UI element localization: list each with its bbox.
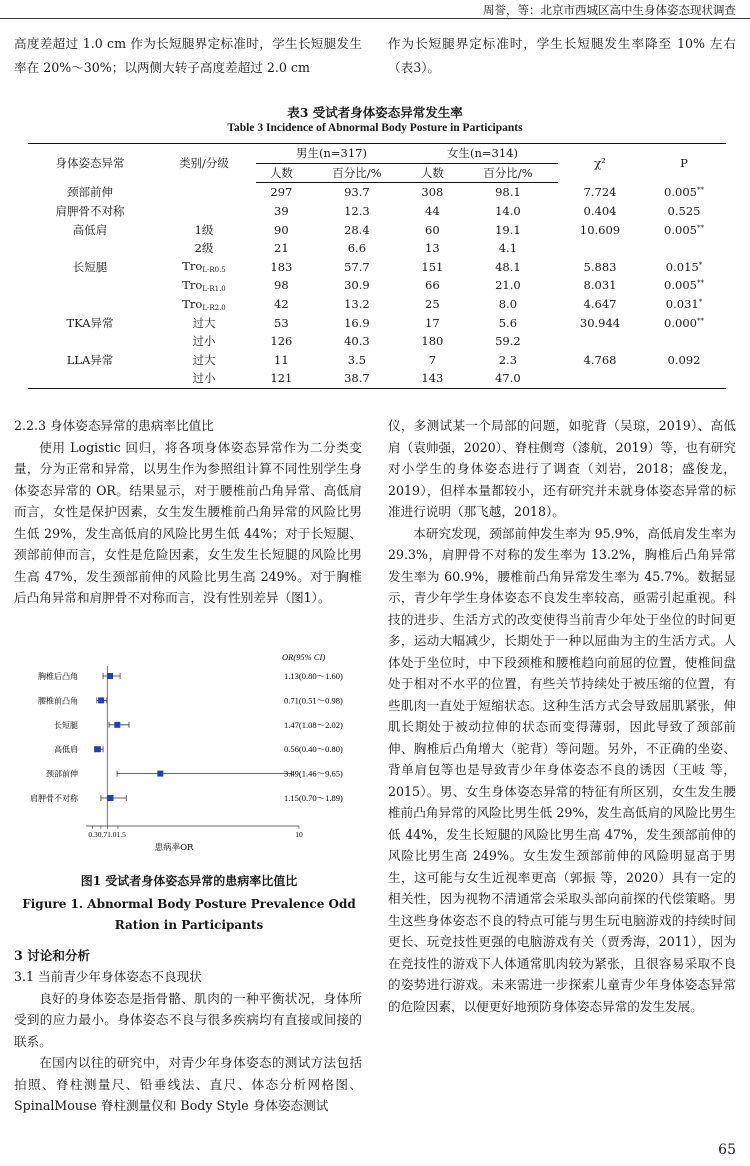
table-cell: 13.2: [344, 297, 370, 312]
table-cell: 47.0: [458, 369, 558, 388]
table-row: [28, 332, 726, 351]
table-row: [28, 369, 726, 388]
table-cell: LLA异常: [66, 352, 114, 367]
table-row: [28, 351, 726, 370]
running-title: 周誉，等：北京市西城区高中生身体姿态现状调查: [483, 3, 736, 17]
or-value-label: 3.49(1.46～9.65): [284, 768, 343, 779]
table-cell: 44: [425, 204, 440, 219]
table-cell: 8.031: [583, 278, 617, 293]
table-cell: 180: [421, 334, 444, 349]
table-cell: 183: [270, 259, 293, 274]
table-cell: 2.3: [498, 352, 518, 367]
table-cell: 57.7: [344, 259, 370, 274]
table-row: [28, 295, 726, 314]
table-cell: 4.1: [498, 241, 518, 256]
top-right-text: 作为长短腿界定标准时，学生长短腿发生率降至 10% 左右（表3）。: [388, 36, 736, 75]
table-cell: 4.768: [583, 352, 617, 367]
col-header-male-count: 人数: [256, 163, 307, 183]
table-cell: Tro$_{L-R2.0}$: [182, 296, 226, 312]
row-label: 颈部前伸: [46, 769, 78, 779]
table-cell: 1级: [194, 222, 214, 237]
table-cell: 0.525: [667, 204, 701, 219]
table-cell: 0.015*: [665, 259, 703, 274]
table-cell: 66: [425, 278, 440, 293]
or-value-label: 1.47(1.08～2.02): [284, 719, 343, 730]
table-cell: 90: [274, 222, 289, 237]
or-point: [157, 771, 163, 777]
table-cell: 过小: [192, 334, 216, 349]
table-cell: 过大: [192, 315, 216, 330]
table-cell: 3.5: [347, 352, 367, 367]
table-cell: 高低肩: [72, 222, 108, 237]
table-cell: 2级: [194, 241, 214, 256]
table-cell: 98.1: [495, 185, 521, 200]
table-cell: 28.4: [344, 222, 370, 237]
x-tick-label: 10: [295, 830, 303, 839]
table-cell: 42: [274, 297, 289, 312]
table-cell: 13: [425, 241, 440, 256]
table-cell: 308: [421, 185, 444, 200]
table-cell: 12.3: [344, 204, 370, 219]
section-heading-2-2-3: 2.2.3 身体姿态异常的患病率比值比: [14, 418, 214, 433]
table-cell: 98: [274, 278, 289, 293]
table-cell: 长短腿: [72, 259, 108, 274]
table-row: [28, 202, 726, 221]
table-cell: 0.000**: [664, 315, 704, 330]
table-row: [28, 276, 726, 295]
x-tick-label: 0.30.71.01.5: [88, 830, 126, 839]
col-header-chi: χ²: [558, 144, 642, 183]
or-point: [107, 795, 113, 801]
or-value-label: 1.13(0.80～1.60): [284, 671, 343, 681]
table-cell: [28, 239, 152, 258]
left-column: [14, 415, 362, 609]
table-cell: 0.005**: [664, 278, 704, 293]
table-cell: 过小: [152, 369, 256, 388]
table-cell: 93.7: [344, 185, 370, 200]
table-cell: [28, 369, 152, 388]
table-cell: 121: [256, 369, 307, 388]
table3-title-en: Table 3 Incidence of Abnormal Body Posture in Participants: [227, 122, 523, 134]
row-label: 腰椎前凸角: [38, 696, 78, 706]
paragraph: 良好的身体姿态是指骨骼、肌肉的一种平衡状况，身体所受到的应力最小。身体姿态不良与很多疾病均有直接或间接的联系。: [14, 990, 362, 1049]
table-cell: 0.031*: [665, 297, 703, 312]
or-point: [98, 697, 104, 703]
row-label: 肩胛骨不对称: [30, 794, 78, 803]
table-cell: 143: [407, 369, 458, 388]
table-cell: 48.1: [495, 259, 521, 274]
col-header-male-pct: 百分比/%: [307, 163, 407, 183]
col-header-female-count: 人数: [407, 163, 458, 183]
table-cell: 60: [425, 222, 440, 237]
table-row: [28, 258, 726, 277]
table-cell: 21.0: [495, 278, 521, 293]
table-cell: 5.6: [498, 315, 518, 330]
table-cell: [642, 369, 726, 388]
table-cell: 297: [270, 185, 293, 200]
paragraph: 本研究发现，颈部前伸发生率为 95.9%，高低肩发生率为 29.3%，肩胛骨不对称的发生率为 13.2%，胸椎后凸角异常发生率为 60.9%，腰椎前凸角异常发生率为 45.7%。数据显示，青少年学生身体姿态不良发生率较高，亟需引起重视。科技的进步、生活方式的改变使得当前青少年处于坐位的时间更多，运动大幅减少，长期处于一种以屈曲为主的生活方式。人体处于坐位时，中下段颈椎和腰椎趋向前屈的位置，使椎间盘处于相对不水平的位置，有些关节持续处于被压缩的位置，有些肌肉一直处于短缩状态。这种生活方式会导致屈肌紧张，伸肌长期处于被动拉伸的状态而变得薄弱，因此导致了颈部前伸、胸椎后凸角增大（驼背）等问题。另外，不正确的坐姿、背单肩包等也是导致青少年身体姿态不良的诱因（王岐 等，2015）。男、女生身体姿态异常的特征有所区别，女生发生腰椎前凸角异常的风险比男生低 29%，发生高低肩的风险比男生低 44%，发生长短腿的风险比男生高 47%，发生颈部前伸的风险比男生高 249%。女生发生颈部前伸的风险明显高于男生，这可能与女生近视率更高（郭振 等，2020）具有一定的相关性，因为视物不清通常会采取头部向前探的代偿策略。男生这些身体姿态不良的特点可能与男生玩电脑游戏的持续时间更长、玩竞技性更强的电脑游戏有关（贾秀海，2011），因为在竞技性的游戏下人体通常肌肉较为紧张，且很容易采取不良的姿势进行游戏。未来需进一步探索儿童青少年身体姿态异常的危险因素，以便更好地预防身体姿态异常的发生发展。: [388, 525, 736, 1014]
table-cell: 7.724: [583, 185, 617, 200]
table-cell: 肩胛骨不对称: [55, 204, 125, 219]
running-header: [0, 0, 750, 19]
table-cell: 11: [274, 352, 289, 367]
table-cell: [558, 239, 642, 258]
table-cell: 8.0: [498, 297, 518, 312]
or-value-label: 0.56(0.40～0.80): [284, 744, 343, 755]
col-header-grade: 类别/分级: [152, 144, 256, 183]
table-cell: 151: [421, 259, 444, 274]
table-cell: 6.6: [347, 241, 367, 256]
table-cell: 30.9: [344, 278, 370, 293]
table-cell: 59.2: [495, 334, 521, 349]
paragraph: 使用 Logistic 回归，将各项身体姿态异常作为二分类变量，分为正常和异常，以男生作为参照组计算不同性别学生身体姿态异常的 OR。结果显示，对于腰椎前凸角异常、高低肩而言，女性是保护因素，女生发生腰椎前凸角异常的风险比男生低 29%，发生高低肩的风险比男生低 44%；对于长短腿、颈部前伸而言，女性是危险因素，女生发生长短腿的风险比男生高 47%，发生颈部前伸的风险比男生高 249%。对于胸椎后凸角异常和肩胛骨不对称而言，没有性别差异（图1）。: [14, 439, 362, 605]
row-label: 高低肩: [54, 745, 78, 755]
paragraph: 在国内以往的研究中，对青少年身体姿态的测试方法包括拍照、脊柱测量尺、铅垂线法、直尺、体态分析网格图、SpinalMouse 脊柱测量仪和 Body Style 身体姿态测试: [14, 1055, 362, 1113]
table-cell: [152, 183, 256, 202]
table3: [28, 143, 726, 389]
table-cell: 过大: [192, 352, 216, 367]
table3-body: [28, 183, 726, 389]
table-cell: [28, 276, 152, 295]
table-cell: [28, 332, 152, 351]
section3-body: [14, 966, 362, 1117]
table3-title-cn: 表3 受试者身体姿态异常发生率: [287, 105, 463, 120]
table-cell: 30.944: [579, 315, 621, 330]
col-header-female-pct: 百分比/%: [458, 163, 558, 183]
table-cell: [558, 332, 642, 351]
table-cell: 17: [425, 315, 440, 330]
col-header-female: 女生(n=314): [407, 144, 558, 164]
legend-header: OR(95% CI): [282, 652, 326, 662]
col-header-male: 男生(n=317): [256, 144, 407, 164]
table-cell: TKA异常: [66, 315, 114, 330]
table-cell: 25: [425, 297, 440, 312]
paragraph: 仪，多测试某一个局部的问题，如驼背（吴琼，2019）、高低肩（袁帅强，2020）、脊柱侧弯（漆航，2019）等，也有研究对小学生的身体姿态进行了调查（刘岩，2018；盛俊龙，2019），但样本量都较小，还有研究并未就身体姿态异常的标准进行说明（那飞越，2018）。: [388, 418, 736, 519]
table-cell: 颈部前伸: [67, 185, 113, 200]
table-cell: 21: [274, 241, 289, 256]
table-row: [28, 220, 726, 239]
or-point: [107, 673, 113, 679]
table-cell: 14.0: [495, 204, 521, 219]
table-cell: Tro$_{L-R0.5}$: [182, 259, 226, 275]
table-cell: 16.9: [344, 315, 370, 330]
row-label: 胸椎后凸角: [38, 672, 78, 681]
table-cell: 39: [274, 204, 289, 219]
col-header-p: P: [642, 144, 726, 183]
table-row: [28, 183, 726, 202]
col-header-posture: 身体姿态异常: [28, 144, 152, 183]
table-cell: 0.005**: [664, 185, 704, 200]
table-cell: 38.7: [307, 369, 407, 388]
section-heading-3: 3 讨论和分析: [14, 948, 91, 963]
or-value-label: 1.15(0.70～1.89): [284, 793, 343, 803]
table-cell: 0.005**: [664, 222, 704, 237]
subsection-heading-3-1: 3.1 当前青少年身体姿态不良现状: [14, 969, 202, 984]
table-row: [28, 313, 726, 332]
table-cell: 10.609: [579, 222, 621, 237]
or-point: [114, 722, 120, 728]
table-cell: [642, 332, 726, 351]
table-cell: [642, 239, 726, 258]
forest-plot: [14, 648, 364, 866]
right-column: [388, 415, 736, 1017]
table-cell: 40.3: [344, 334, 370, 349]
row-label: 长短腿: [54, 720, 78, 730]
table-cell: [28, 295, 152, 314]
table-row: [28, 239, 726, 258]
figure1-caption-en: Figure 1. Abnormal Body Posture Prevalence Odd Ration in Participants: [22, 897, 356, 932]
table-cell: 5.883: [583, 259, 617, 274]
x-axis-label: 患病率OR: [154, 843, 194, 853]
or-point: [95, 746, 101, 752]
table-cell: 126: [270, 334, 293, 349]
or-value-label: 0.71(0.51～0.98): [284, 695, 343, 706]
figure1-caption-cn: 图1 受试者身体姿态异常的患病率比值比: [80, 874, 298, 888]
table-cell: 7: [428, 352, 437, 367]
table-cell: 4.647: [583, 297, 617, 312]
table-cell: 19.1: [495, 222, 521, 237]
table-cell: 53: [274, 315, 289, 330]
table-cell: Tro$_{L-R1.0}$: [182, 277, 226, 293]
table-cell: 0.092: [667, 352, 701, 367]
table-cell: [152, 202, 256, 221]
table-cell: [558, 369, 642, 388]
table-cell: 0.404: [583, 204, 617, 219]
page-number: 65: [718, 1142, 736, 1158]
top-left-text: 高度差超过 1.0 cm 作为长短腿界定标准时，学生长短腿发生率在 20%～30%；以两侧大转子高度差超过 2.0 cm: [14, 36, 362, 75]
